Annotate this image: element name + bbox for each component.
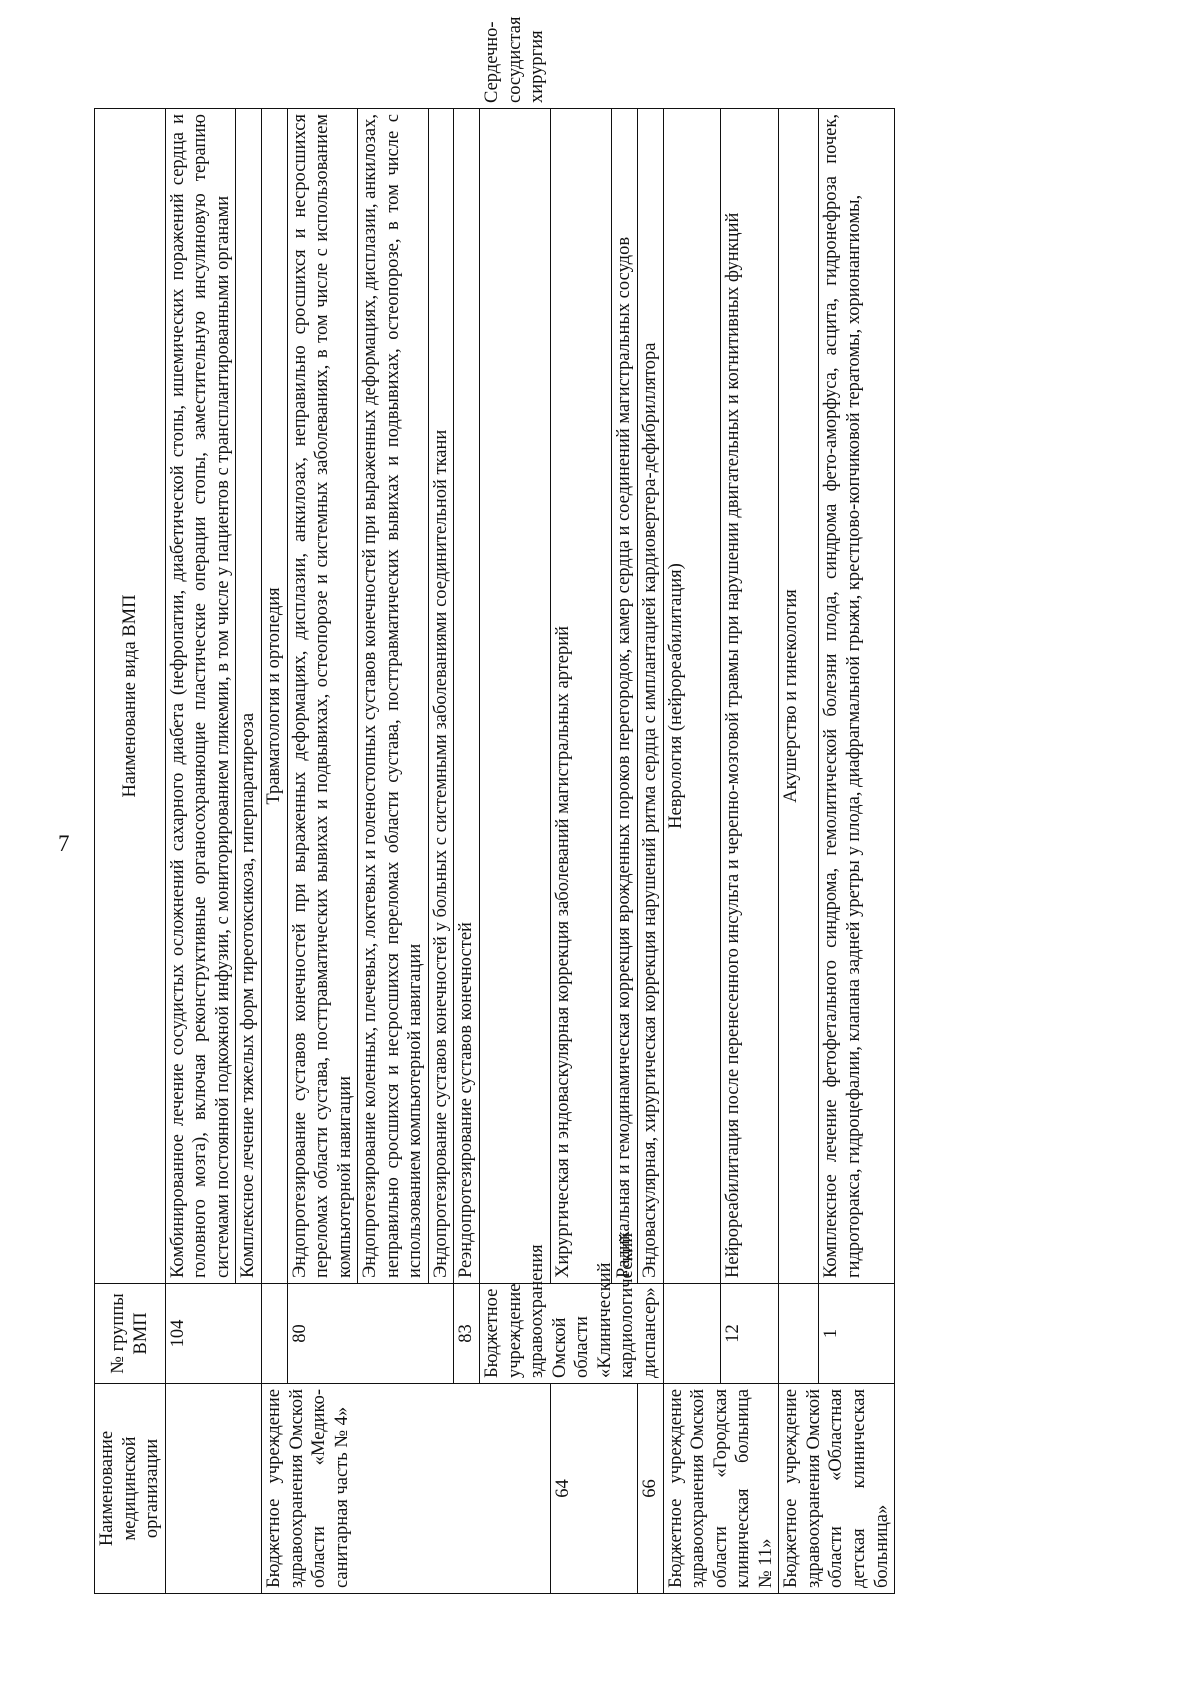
page-number: 7 (58, 831, 70, 856)
vmp-table (94, 16, 895, 1594)
organization-cell: Бюджетное учреждение здравоохранения Омской области «Городская клиническая больница № 11» (663, 1384, 779, 1594)
group-number-cell: 80 (287, 1284, 454, 1384)
table-row (287, 109, 358, 1594)
group-number-cell: 104 (165, 1284, 261, 1384)
vmp-name-cell: Комплексное лечение тяжелых форм тиреотоксикоза, гиперпаратиреоза (236, 109, 262, 1284)
table-row: Бюджетное учреждение здравоохранения Омской области «Клинический кардиологический диспансер» Сердечно-сосудистая хирургия (480, 109, 551, 1594)
organization-cell: Бюджетное учреждение здравоохранения Омской области «Областная детская клиническая больница» (779, 1384, 895, 1594)
rotated-page (94, 16, 1044, 1594)
group-number-cell (261, 1284, 287, 1384)
vmp-name-cell: Нейрореабилитация после перенесенного инсульта и черепно-мозговой травмы при нарушении двигательных и когнитивных функций (721, 109, 779, 1284)
header-group-number: № группы ВМП (95, 1284, 166, 1384)
vmp-name-cell: Комплексное лечение фетофетального синдрома, гемолитической болезни плода, синдрома фето-аморфуса, асцита, гидронефроза почек, гидроторакса, гидроцефалии, клапана задней уретры у плода, диафрагмальной грыжи, крестцово-копчиковой тератомы, хорионангиомы, (819, 109, 895, 1284)
vmp-name-cell: Реэндопротезирование суставов конечностей (454, 109, 480, 1284)
table-row (721, 109, 779, 1594)
organization-cell: Бюджетное учреждение здравоохранения Омской области «Медико-санитарная часть № 4» (261, 1384, 550, 1594)
group-number-cell (480, 109, 551, 1284)
table-row (165, 109, 236, 1594)
header-organization: Наименование медицинской организации (95, 1384, 166, 1594)
group-number-cell: 83 (454, 1284, 480, 1384)
group-number-cell: 12 (721, 1284, 779, 1384)
table-header-row (95, 109, 166, 1594)
group-number-cell: 64 (550, 1384, 637, 1594)
vmp-name-cell: Радикальная и гемодинамическая коррекция врожденных пороков перегородок, камер сердца и соединений магистральных сосудов (612, 109, 638, 1284)
vmp-name-cell: Хирургическая и эндоваскулярная коррекция заболеваний магистральных артерий (550, 109, 612, 1284)
group-number-cell (779, 1284, 819, 1384)
section-heading: Неврология (нейрореабилитация) (663, 109, 721, 1284)
section-heading: Травматология и ортопедия (261, 109, 287, 1284)
organization-cell: Бюджетное учреждение здравоохранения Омской области «Клинический кардиологический диспансер» (480, 1284, 664, 1384)
group-number-cell: 1 (819, 1284, 895, 1384)
table-row (819, 109, 895, 1594)
group-number-cell: 66 (637, 1384, 663, 1594)
section-heading: Акушерство и гинекология (779, 109, 819, 1284)
vmp-name-cell: Эндопротезирование суставов конечностей у больных с системными заболеваниями соединительной ткани (428, 109, 454, 1284)
vmp-name-cell: Эндопротезирование суставов конечностей при выраженных деформациях, дисплазии, анкилозах, неправильно сросшихся и несросшихся переломах области сустава, посттравматических вывихах и подвывихах, остеопорозе и системных заболеваниях, в том числе с использованием компьютерной навигации (287, 109, 358, 1284)
vmp-name-cell: Эндопротезирование коленных, плечевых, локтевых и голеностопных суставов конечностей при выраженных деформациях, дисплазии, анкилозах, неправильно сросшихся и несросшихся переломах области сустава, посттравматических вывихах и подвывихах, остеопорозе, в том числе с использованием компьютерной навигации (358, 109, 429, 1284)
group-number-cell (663, 1284, 721, 1384)
organization-cell (165, 1384, 261, 1594)
table-row (663, 109, 721, 1594)
table-row (779, 109, 819, 1594)
vmp-name-cell: Эндоваскулярная, хирургическая коррекция нарушений ритма сердца с имплантацией кардиовертера-дефибриллятора (637, 109, 663, 1284)
table-row (261, 109, 287, 1594)
vmp-name-cell: Комбинированное лечение сосудистых осложнений сахарного диабета (нефропатии, диабетической стопы, ишемических поражений сердца и головного мозга), включая реконструктивные органосохраняющие пластические операции стопы, заместительную инсулиновую терапию системами постоянной подкожной инфузии, с мониторированием гликемии, в том числе у пациентов с трансплантированными органами (165, 109, 236, 1284)
header-vmp-name: Наименование вида ВМП (95, 109, 166, 1284)
table-row (454, 109, 480, 1594)
